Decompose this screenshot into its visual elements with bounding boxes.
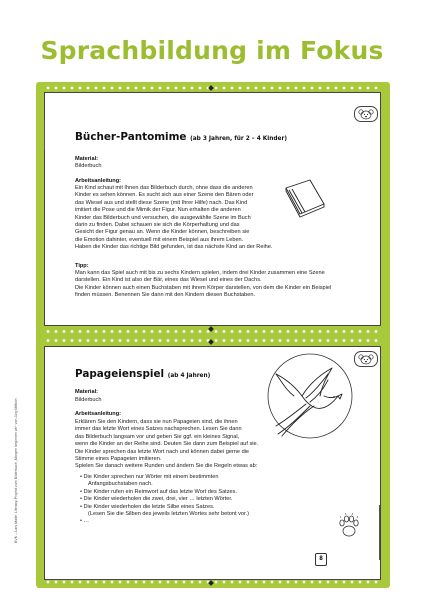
instruction-text [75, 185, 272, 252]
text-line: finden müssen. Benennen Sie dann mit den Kindern diesen Buchstaben. [75, 292, 256, 299]
activity-2-heading [75, 368, 210, 380]
text-line: Gesicht der Figur genau an. Wenn die Kinder können, beschreiben sie [75, 229, 250, 236]
material-label: Material: [75, 156, 99, 162]
list-item-text: Die Kinder wiederholen die zwei, drei, vier … letzten Wörter. [83, 496, 233, 503]
text-line: Kinder das Bilderbuch und versuchen, die ausgewählte Szene im Buch [75, 214, 251, 221]
corner-line [379, 505, 380, 560]
text-line: Man kann das Spiel auch mit bis zu sechs Kindern spielen, indem drei Kinder zusammen eine Szene [75, 270, 325, 276]
text-line: darin zu finden. Dabei schauen sie sich die Körperhaltung und das [75, 222, 240, 229]
text-line: das Wiesel aus und stellt diese Szene (mit Ihrer Hilfe) nach. Das Kind [75, 199, 248, 206]
instruction-text [75, 419, 258, 471]
activity-2-subtitle: (ab 4 Jahren) [167, 373, 211, 379]
text-line: Stimme eines Papageien imitieren. [75, 456, 162, 463]
list-item: • Die Kinder wiederholen die letzte Silbe eines Satzes. [80, 503, 215, 510]
list-item-text: … [83, 518, 90, 525]
text-line: immer das letzte Wort eines Satzes nachsprechen. Lesen Sie dann [75, 426, 242, 433]
text-line: Erklären Sie den Kindern, dass sie nun Papageien sind, die ihnen [75, 419, 238, 425]
text-line: Die Kinder sprechen das letzte Wort nach und können dabei gerne die [75, 448, 250, 455]
text-line: Spielen Sie danach weitere Runden und ändern Sie die Regeln etwas ab: [75, 463, 258, 470]
paw-print-icon [334, 512, 364, 542]
bear-face-icon [354, 106, 378, 122]
activity-2-title: Papageienspiel [75, 368, 165, 380]
list-item: • Die Kinder sprechen nur Wörter mit einem bestimmten [80, 474, 219, 480]
list-item-text: (Lesen Sie die Silben des jeweils letzten Wortes sehr betont vor.) [88, 511, 249, 518]
page-title: Sprachbildung im Fokus [40, 36, 384, 65]
bear-face-icon [354, 351, 378, 367]
list-item-text: Die Kinder sprechen nur Wörter mit einem bestimmten [83, 474, 219, 480]
open-book-icon [282, 178, 328, 218]
list-item-text: Die Kinder wiederholen die letzte Silbe eines Satzes. [83, 503, 215, 510]
material-label: Material: [75, 389, 99, 395]
corner-line [44, 120, 45, 150]
text-line: darstellen. Ein Kind ist also der Bär, eines das Wiesel und eines der Dachs. [75, 277, 262, 284]
tip-label: Tipp: [75, 263, 89, 269]
text-line: imitiert die Pose und die Mimik der Figur. Nun erhalten die anderen [75, 207, 241, 214]
side-credit: BVK – Lars Malte: Literacy-Projekt zum Bilderbuch „Morgen beginnen wir“ von Jürg Mittlich [14, 398, 18, 543]
activity-1-heading [75, 131, 287, 143]
activity-1-title: Bücher-Pantomime [75, 131, 187, 143]
list-item: • Die Kinder wiederholen die zwei, drei, vier … letzten Wörter. [80, 496, 233, 503]
instruction-label: Arbeitsanleitung: [75, 411, 121, 417]
text-line: wenn die Kinder an der Reihe sind. Deuten Sie dann zum Beispiel auf sie. [75, 441, 259, 448]
instruction-label: Arbeitsanleitung: [75, 178, 121, 184]
list-item: • Die Kinder rufen ein Reimwort auf das letzte Wort des Satzes. [80, 488, 237, 495]
text-line: Ein Kind schaut mit Ihnen das Bilderbuch durch, ohne dass die anderen [75, 185, 253, 191]
material-value: Bilderbuch [75, 397, 102, 403]
list-item [80, 511, 249, 518]
list-item-text: Anfangsbuchstaben nach. [88, 481, 153, 488]
list-item [80, 481, 249, 488]
material-value: Bilderbuch [75, 163, 102, 169]
variation-list [80, 474, 249, 526]
text-line: Die Kinder können auch einen Buchstaben mit ihrem Körper darstellen, von dem die Kinder ein Beispiel [75, 284, 332, 291]
tip-text [75, 270, 331, 300]
list-item: • … [80, 518, 90, 525]
list-item-text: Die Kinder rufen ein Reimwort auf das letzte Wort des Satzes. [83, 488, 237, 495]
text-line: Haben die Kinder das richtige Bild gefunden, ist das nächste Kind an der Reihe. [75, 244, 273, 251]
text-line: das Bilderbuch langsam vor und geben Sie ggf. ein kleines Signal, [75, 433, 240, 440]
text-line: Kinder es sehen können. Es sucht sich aus einer Szene den Bären oder [75, 192, 254, 199]
page-number: 8 [315, 553, 327, 566]
activity-1-subtitle: (ab 3 Jahren, für 2 – 4 Kinder) [190, 136, 287, 142]
parrot-illustration [262, 352, 354, 442]
text-line: die Emotion dahinter, eventuell mit einem Beispiel aus ihrem Leben. [75, 236, 244, 243]
